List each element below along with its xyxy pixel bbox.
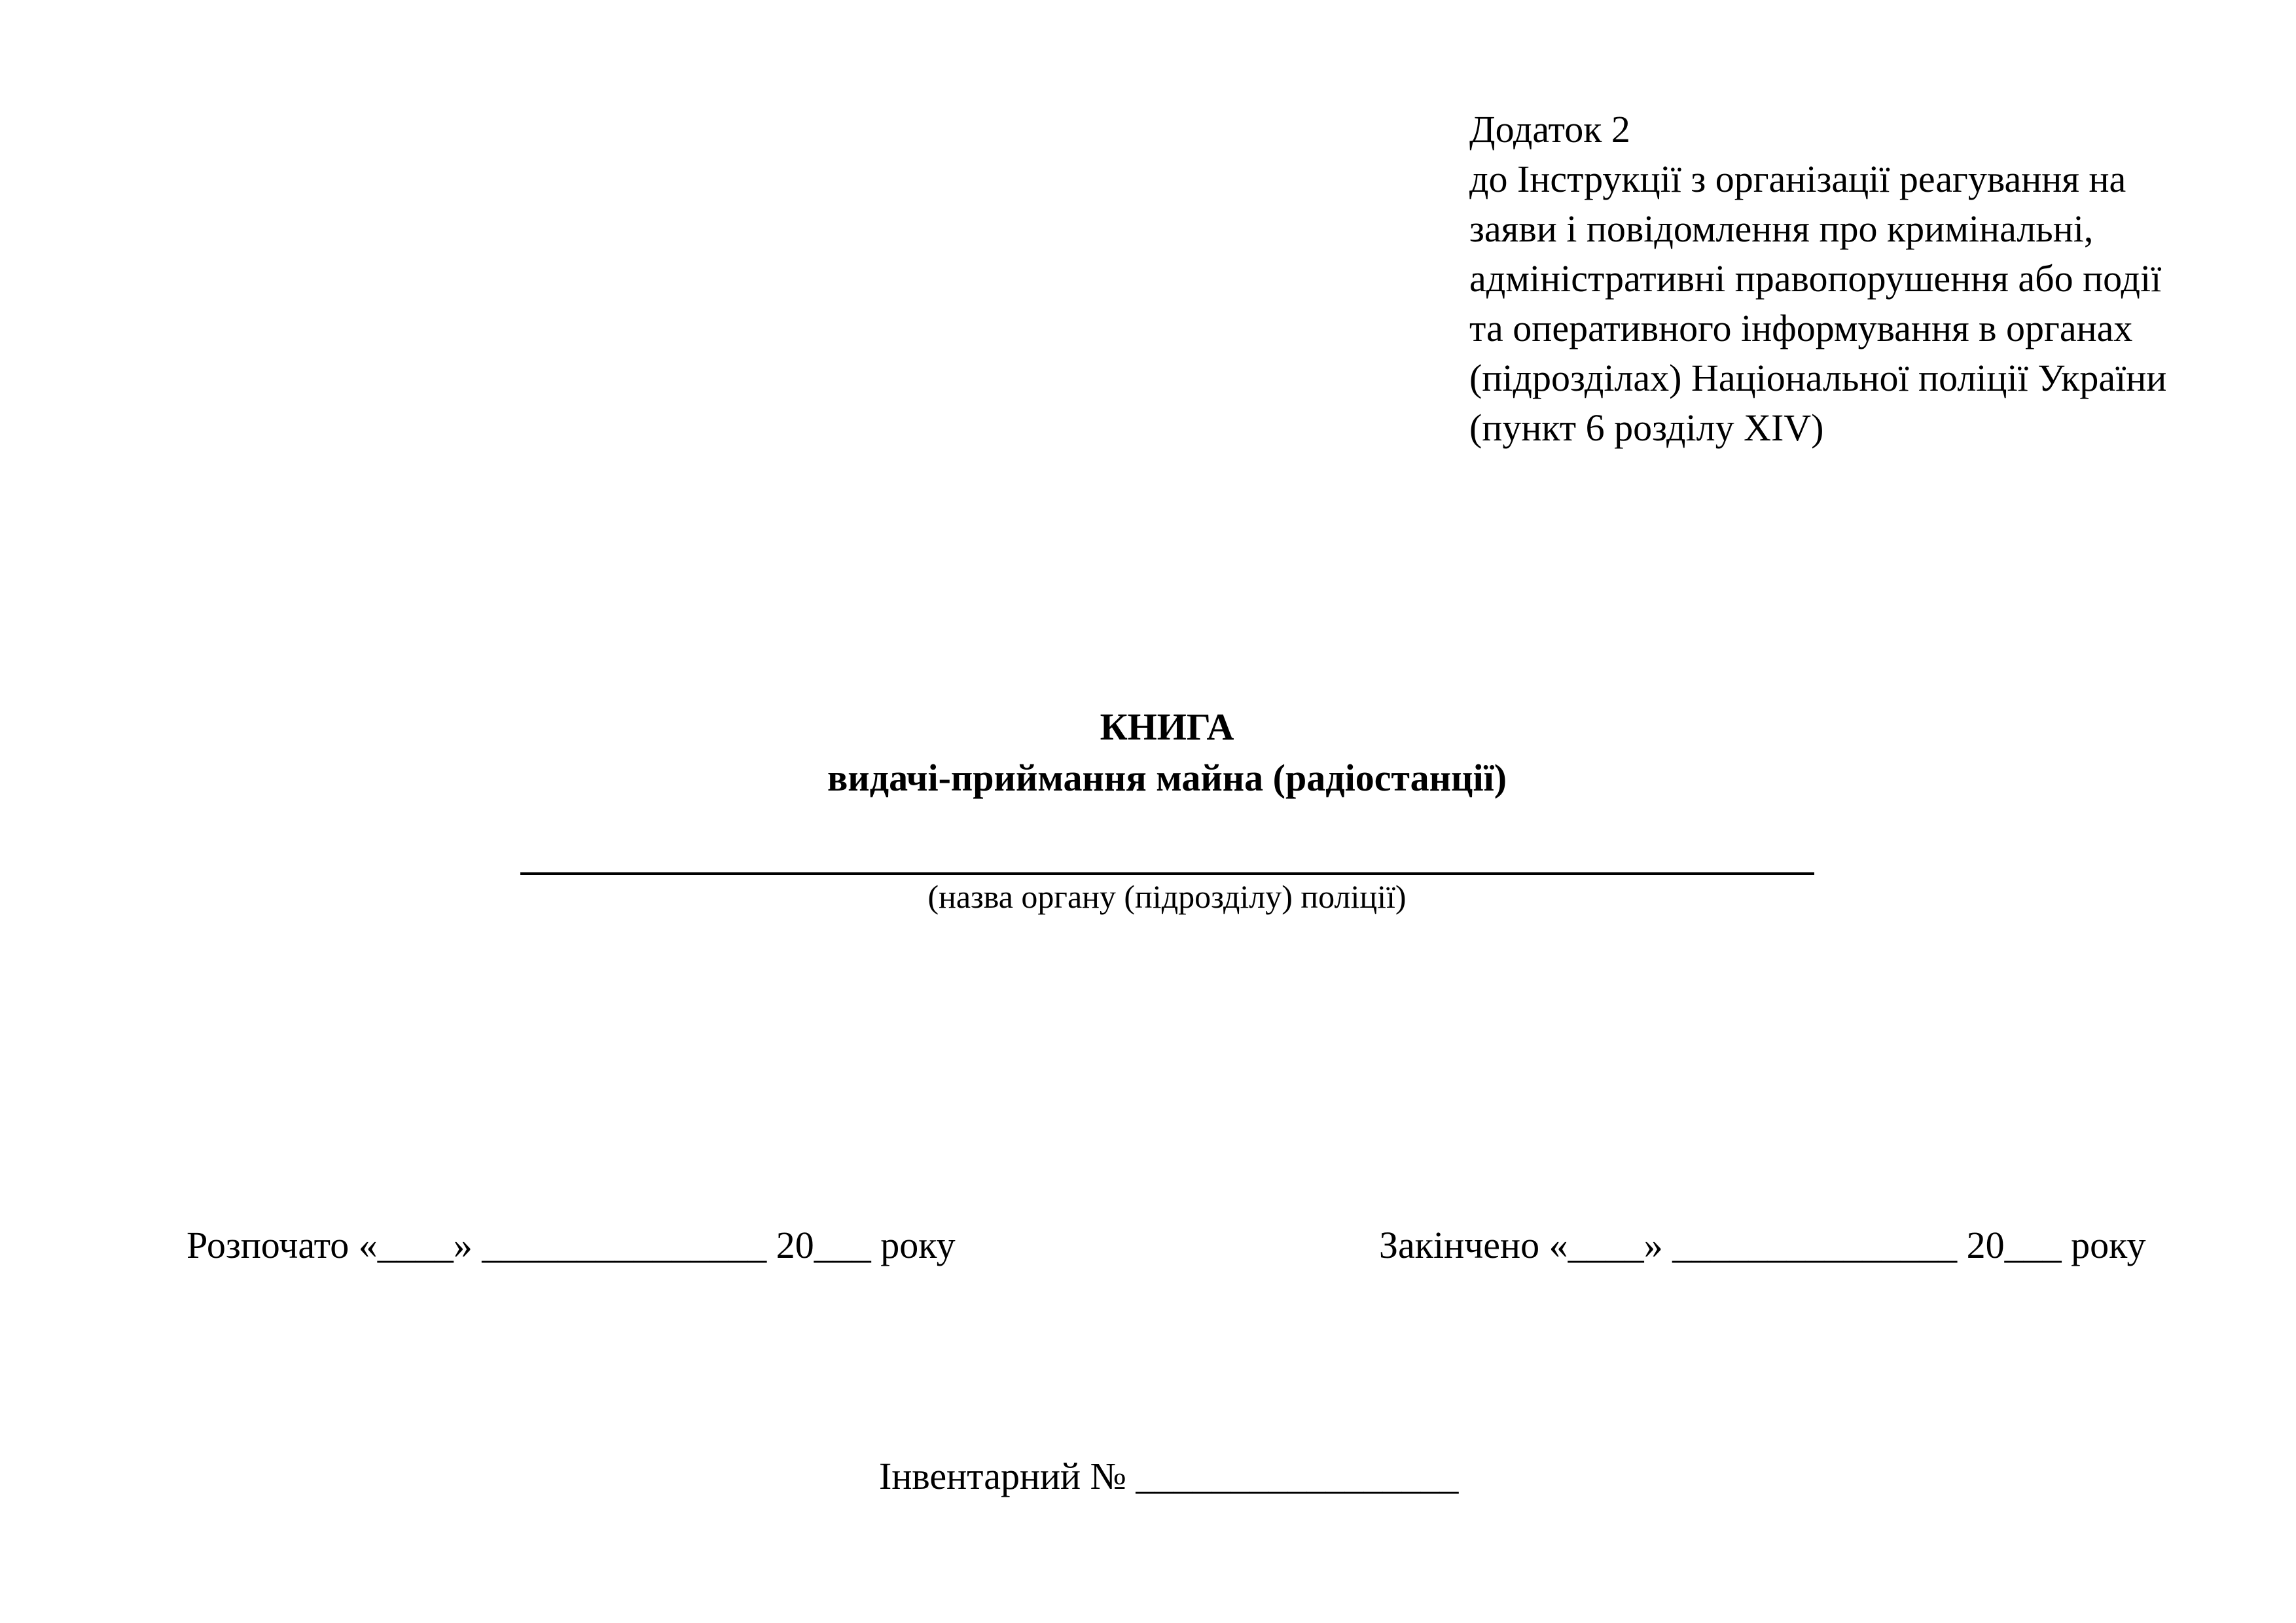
date-finished-line: Закінчено «____» _______________ 20___ року (1379, 1224, 2146, 1266)
annex-line-2: до Інструкції з організації реагування на (1469, 158, 2126, 200)
annex-line-7: (пункт 6 розділу XIV) (1469, 406, 1824, 449)
annex-line-6: (підрозділах) Національної поліції України (1469, 357, 2167, 399)
book-title-main: КНИГА (1100, 705, 1234, 748)
date-started-line: Розпочато «____» _______________ 20___ року (187, 1224, 956, 1266)
inventory-number-line: Інвентарний № _________________ (879, 1455, 1459, 1497)
book-title-block (185, 702, 2149, 804)
annex-line-4: адміністративні правопорушення або події (1469, 257, 2162, 300)
annex-line-5: та оперативного інформування в органах (1469, 307, 2133, 349)
annex-reference-block (1469, 105, 2222, 453)
book-title-subtitle: видачі-приймання майна (радіостанції) (827, 757, 1507, 799)
annex-line-3: заяви і повідомлення про кримінальні, (1469, 207, 2094, 250)
org-name-caption: (назва органу (підрозділу) поліції) (927, 878, 1407, 915)
annex-line-1: Додаток 2 (1469, 108, 1630, 151)
org-name-fill-line (520, 872, 1814, 875)
